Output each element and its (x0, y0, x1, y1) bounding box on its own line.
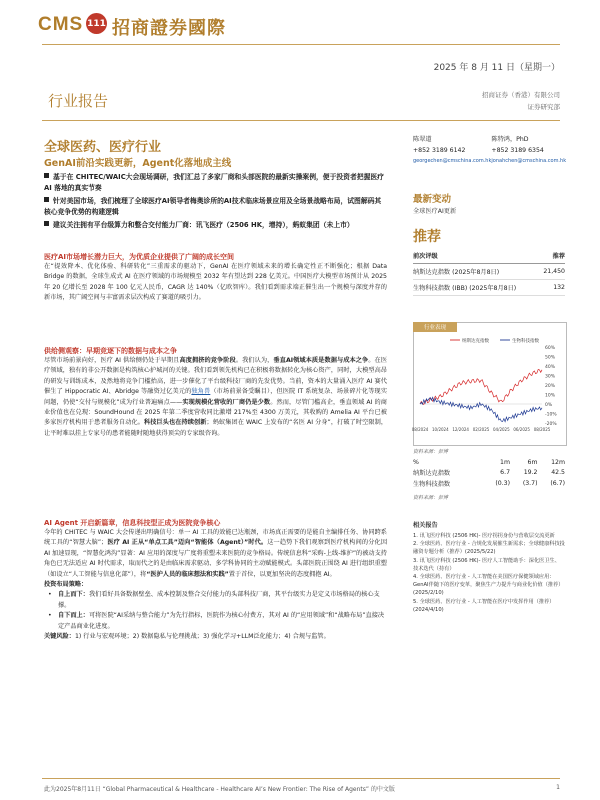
section-heading: 供给侧观察：早期竞逐下的数据与成本之争 (44, 347, 177, 355)
strategy-heading: 投资布局策略： (44, 581, 88, 589)
report-title: 全球医药、医疗行业 (44, 140, 162, 155)
rating-table-header: 前次评级 推荐 (413, 248, 565, 264)
analyst-email[interactable]: jonahchen@cmschina.com.hk (491, 158, 567, 164)
section-heading: 医疗AI市场增长潜力巨大，为优质企业提供了广阔的成长空间 (44, 253, 235, 261)
related-item[interactable]: 5. 全球医药、医疗行业 - 人工智能在医疗中发挥作用（推荐）(2024/4/10) (413, 598, 555, 613)
strategy-item: • 自上而下：我们看好具备数据壁垒、成本控制及整合交付能力的头部科技厂商，其平台级实力是定义市场格局的核心支撑。 (48, 591, 380, 609)
chart-source: 资料来源：彭博 (413, 449, 449, 455)
related-heading: 相关报告 (413, 522, 438, 529)
footer-text: 此为2025年8月11日 “Global Pharmaceutical & Healthcare - Healthcare AI’s New Frontier: The Rise of Agents” 的中文版 (44, 786, 395, 793)
firm-info (482, 89, 560, 113)
section-body: 尽管市场前景向好，医疗 AI 供给侧仍处于早期且高度拥挤的竞争阶段。我们认为，垂直AI领域本质是数据与成本之争。在医疗领域，独有的非公开数据是构筑核心护城河的关键。我们看到领先机构已在积极将数据转化为核心资产，同时，大模型高昂的研发与训练成本，及然地将竞争门槛抬高，进一步催化了平台级科技厂商的先发优势。当前，资本的大量涌入医疗 AI 赛代催生了 Hippocratic AI、Abridge 等融资过亿美元的独角兽（市场前景备受瞩目），但医院 IT 系统复杂、场景碎片化等现实问题，仍使“交付与规模化”成为行业普遍痛点——实现规模化营收的厂商仍是少数。然而，尽管门槛高企，垂直领域 AI 的商业价值也在兑现：SoundHound 在 2025 年第二季度营收同比激增 217%至 4300 万美元，其收购的 Amelia AI 平台已被多家医疗机构用于患者服务自动化。科技巨头也在持续创新；蚂蚁集团在 WAIC 上发布的“名医 AI 分身”，打破了时空限制，让平时难以挂上专家号的患者能随时随地获得顶尖的专家级咨询。 (44, 357, 388, 437)
legend-label: 纳斯达克指数 (462, 339, 489, 344)
summary-bullet: 针对美国市场，我们梳理了全球医疗AI领导者梅奥诊所的AI技术临床场景应用及全场景战略布局，试图解码其核心竞争优势的构建逻辑 (44, 197, 382, 216)
y-tick-label: 20% (545, 384, 556, 389)
related-item[interactable]: 2. 全球医药、医疗行业 - 合规化发展催生新需求；全球健康科技投融资专题分析（推荐）(2025/5/22) (413, 541, 565, 556)
analyst-phone: +852 3189 6142 (413, 147, 466, 154)
related-item[interactable]: 3. 讯飞医疗科技 (2506 HK)- 医疗人工智能助手：深化医卫生、技术迭代（持有） (413, 557, 560, 572)
analyst-card (491, 134, 566, 167)
perf-table-row: 纳斯达克指数 6.7 19.2 42.5 (413, 469, 565, 477)
section-body: 在“提效降本、优化体验、科研转化”三重需求的驱动下，GenAI 在医疗领域未来的增长确定性正不断强化；根据 Data Bridge 的数据，全球生成式 AI 在医疗领域的市场规模至 2032 年有望达到 228 亿美元。中国医疗大模型市场预计从 2025 年 20 亿增长至 2028 年 100 亿元人民币，CAGR 达 140%（亿欧智库）。我们看到需求端正催生出一个规模与深度并存的新市场，其广阔空间与丰富需求层次构成了赛道的吸引力。 (44, 263, 387, 302)
recommend-heading: 推荐 (413, 229, 441, 245)
related-reports (413, 520, 565, 614)
y-tick-label: -10% (545, 412, 557, 418)
section-agent (44, 518, 387, 642)
logo-cms: CMS (38, 14, 84, 35)
y-tick-label: -20% (545, 422, 557, 427)
unicorn-link[interactable]: 独角兽 (191, 388, 211, 396)
x-tick-label: 12/2024 (452, 427, 469, 432)
rating-table (413, 248, 565, 296)
rating-table-row: 生物科技指数 (IBB) (2025年8月8日) 132 (413, 280, 565, 296)
risk-line: 关键风险：1) 行业与宏观环境；2) 数据隐私与伦理挑战；3) 强化学习+LLM泛化能力；4) 合规与监管。 (44, 633, 330, 641)
y-tick-label: 60% (545, 346, 556, 351)
y-tick-label: 10% (545, 393, 556, 399)
bullet-square-icon (44, 221, 49, 226)
page-number: 1 (556, 784, 560, 791)
firm-department: 证券研究部 (527, 103, 560, 111)
footer-divider (42, 778, 560, 779)
report-date: 2025 年 8 月 11 日（星期一） (433, 63, 560, 73)
section-body: 今年的 CHITEC 与 WAIC 大会传递出明确信号：单一 AI 工具的效能已达瓶颈，市场真正需要的是能自主编排任务、协同跨系统工具的“智慧大脑”；医疗 AI 正从“单点工具”迈向“智能体（Agent）”时代。这一趋势下我们观察到医疗机构间的分化因 AI 加速显现，“智慧化鸿沟”显著：AI 应用的深度与广度将重塑未来医院的竞争格局。传统信息科“采购-上线-维护”的被动支持角色已无法适应 AI 时代需求，取而代之的是由临床需求驱动、多学科协同的主动赋能模式。头部医院正围绕 AI 进行组织重塑（如设立“人工智能与信息化部”），将“医护人员的临床想法和实践”置于首位，以更加坚决的态度拥抱 AI。 (44, 529, 388, 578)
summary-bullet: 基于在 CHITEC/WAIC大会现场调研，我们汇总了多家厂商和头部医院的最新实操案例，便于投资者把握医疗 AI 落地的真实节奏 (44, 173, 384, 192)
firm-name: 招商证券（香港）有限公司 (482, 91, 560, 99)
logo-company-name: 招商證券國際 (112, 18, 226, 39)
performance-chart-svg (411, 323, 566, 445)
y-tick-label: 40% (545, 365, 556, 370)
bullet-square-icon (44, 173, 49, 178)
logo-badge: 111 (86, 13, 107, 34)
analyst-name: 陈特鸿，PhD (491, 136, 529, 143)
analyst-name: 陈翠道 (413, 136, 432, 143)
section-heading: AI Agent 开启新篇章，信息科技型正成为医院竞争核心 (44, 519, 221, 527)
chart-header: 行业表现 (413, 322, 457, 332)
summary-bullets (44, 172, 387, 231)
rating-table-row: 纳斯达克指数 (2025年8月8日) 21,450 (413, 264, 565, 280)
analyst-phone: +852 3189 6354 (491, 147, 544, 154)
related-item[interactable]: 4. 全球医药、医疗行业 - 人工智能在美国医疗保健领域应用：GenAI伴随下的医疗变革，聚焦生产力提升与商业化价值（推荐）(2025/2/10) (413, 574, 564, 597)
series-line-biotech (420, 397, 542, 421)
related-item[interactable]: 1. 讯飞医疗科技 (2506 HK)- 医疗拐拐身份与营收层交流更新 (413, 533, 555, 539)
series-line-nasdaq (420, 369, 542, 404)
section-divider (42, 120, 560, 121)
x-tick-label: 06/2025 (513, 427, 530, 432)
analyst-card (413, 134, 491, 167)
header-divider (42, 44, 560, 45)
report-subtitle: GenAI前沿实践更新，Agent化落地成主线 (44, 158, 232, 169)
x-tick-label: 04/2025 (493, 427, 510, 432)
section-market (44, 252, 387, 304)
x-tick-label: 02/2025 (472, 427, 490, 432)
analyst-email[interactable]: georgechen@cmschina.com.hk (413, 158, 492, 164)
section-title: 行业报告 (48, 92, 109, 110)
performance-table (413, 458, 565, 489)
legend-label: 生物科技指数 (512, 339, 539, 344)
summary-bullet: 建议关注拥有平台级算力和整合交付能力厂商：讯飞医疗（2506 HK，增持），蚂蚁集团（未上市） (44, 220, 387, 231)
strategy-item: • 自下而上：可将医院“AI采纳与整合能力”为先行指标，医院作为核心付费方，其对 AI 的“应用领域”和“战略布局”直接决定产品商业化进度。 (48, 612, 385, 630)
x-tick-label: 10/2024 (432, 427, 449, 432)
y-tick-label: 0% (545, 403, 553, 408)
x-tick-label: 08/2024 (411, 427, 429, 432)
analysts (413, 134, 565, 167)
x-tick-label: 08/2025 (533, 427, 551, 432)
section-supply (44, 346, 387, 439)
perf-table-row: 生物科技指数 (0.3) (3.7) (6.7) (413, 480, 565, 488)
y-tick-label: 50% (545, 355, 556, 361)
perf-table-header: % 1m 6m 12m (413, 459, 565, 466)
performance-chart (413, 322, 567, 446)
bullet-square-icon (44, 197, 49, 202)
perf-source: 资料来源：彭博 (413, 495, 449, 501)
latest-change-text: 全球医疗AI更新 (413, 208, 457, 215)
y-tick-label: 30% (545, 374, 556, 380)
latest-change-heading: 最新变动 (413, 194, 452, 205)
